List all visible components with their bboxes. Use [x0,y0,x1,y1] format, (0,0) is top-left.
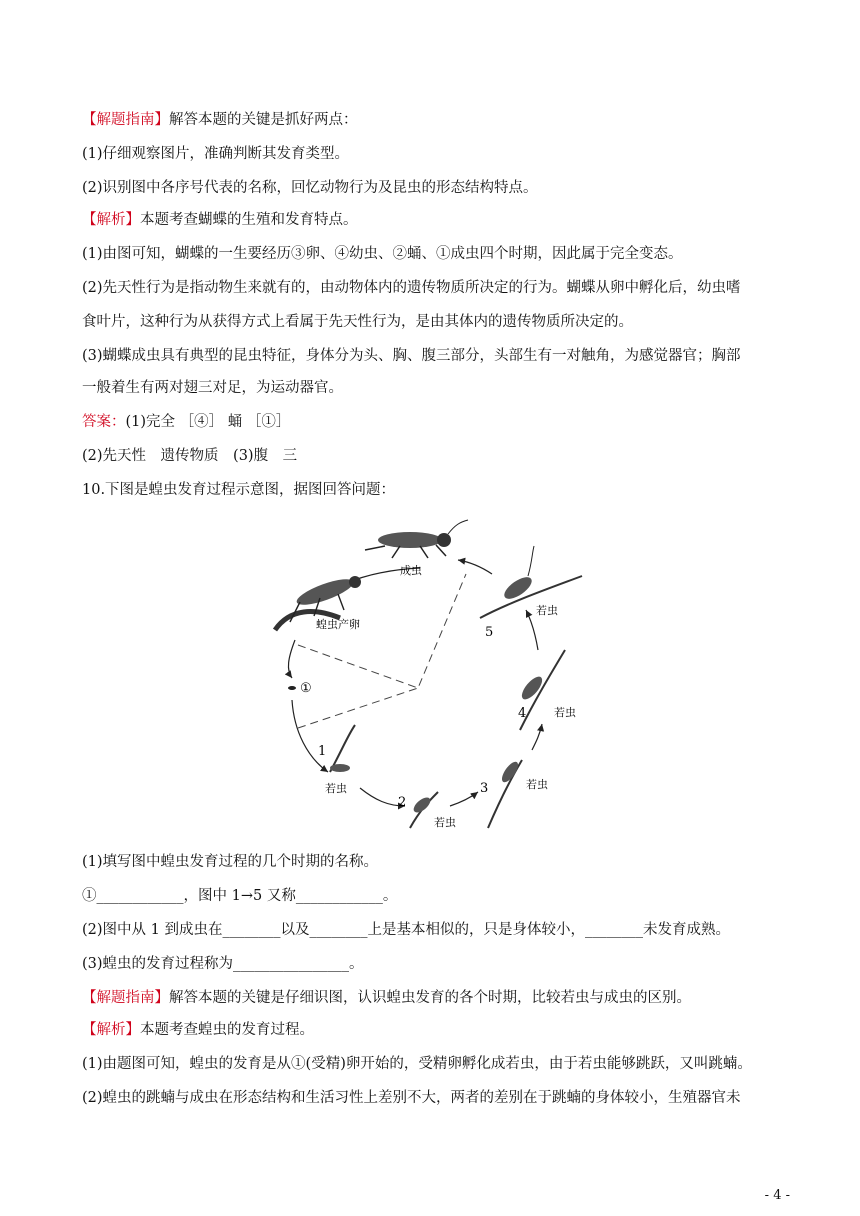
tag: 【解题指南】 [82,112,169,128]
line-text: (2)图中从 1 到成虫在________以及________上是基本相似的，只是身体较小，________未发育成熟。 [82,922,730,938]
nymph-label: 若虫 [526,778,548,791]
text-line [82,1054,790,1074]
stage-number: 4 [518,706,527,721]
text-line [82,144,790,164]
line-text: 本题考查蝴蝶的生殖和发育特点。 [140,212,358,228]
line-text: (1)由题图可知，蝗虫的发育是从①(受精)卵开始的，受精卵孵化成若虫，由于若虫能够跳跃，又叫跳蝻。 [82,1056,752,1072]
nymph-1-icon [330,725,355,772]
adult-label: 成虫 [400,564,422,577]
dashed-line [298,688,418,728]
cycle-arrow [292,700,328,772]
line-text: 解答本题的关键是仔细识图，认识蝗虫发育的各个时期，比较若虫与成虫的区别。 [169,990,691,1006]
tag: 【解析】 [82,1022,140,1038]
text-line [82,110,790,130]
page-number: - 4 - [764,1188,790,1203]
text-line [82,312,790,332]
locust-development-diagram [270,510,590,830]
text-line [82,244,790,264]
nymph-label: 若虫 [554,706,576,719]
text-line [82,480,790,500]
line-text: (1)由图可知，蝴蝶的一生要经历③卵、④幼虫、②蛹、①成虫四个时期，因此属于完全变态。 [82,246,683,262]
cycle-arrow [450,792,478,806]
text-line [82,1020,790,1040]
line-text: (3)蝴蝶成虫具有典型的昆虫特征，身体分为头、胸、腹三部分，头部生有一对触角，为感觉器官；胸部 [82,348,741,364]
egg-label: ① [300,681,312,696]
text-line [82,178,790,198]
cycle-arrow [458,560,492,574]
laying-label: 蝗虫产卵 [316,618,360,631]
line-text: (2)先天性行为是指动物生来就有的，由动物体内的遗传物质所决定的行为。蝴蝶从卵中孵化后，幼虫嗜 [82,280,741,296]
text-line [82,920,790,940]
stage-number: 2 [398,795,407,810]
text-line [82,278,790,298]
text-line [82,1088,790,1108]
nymph-label: 若虫 [536,604,558,617]
nymph-label: 若虫 [434,816,456,829]
text-line [82,412,790,432]
text-line [82,886,790,906]
text-line [82,346,790,366]
cycle-arrow [288,640,295,678]
line-text: 解答本题的关键是抓好两点： [169,112,358,128]
text-line [82,954,790,974]
text-line [82,210,790,230]
tag: 答案： [82,414,126,430]
cycle-arrow [532,724,542,750]
line-text: 食叶片，这种行为从获得方式上看属于先天性行为，是由其体内的遗传物质所决定的。 [82,314,633,330]
line-text: (2)识别图中各序号代表的名称，回忆动物行为及昆虫的形态结构特点。 [82,180,538,196]
stage-number: 5 [485,625,494,640]
text-line [82,852,790,872]
nymph-3-icon [488,759,522,828]
text-line [82,378,790,398]
line-text: 10.下图是蝗虫发育过程示意图，据图回答问题： [82,482,396,498]
stage-number: 1 [318,744,327,759]
line-text: (3)蝗虫的发育过程称为________________。 [82,956,364,972]
egg-icon [288,686,296,690]
line-text: (1)填写图中蝗虫发育过程的几个时期的名称。 [82,854,379,870]
line-text: (2)蝗虫的跳蝻与成虫在形态结构和生活习性上差别不大，两者的差别在于跳蝻的身体较小，生殖器官未 [82,1090,741,1106]
text-line [82,446,790,466]
text-line [82,988,790,1008]
nymph-label: 若虫 [325,782,347,795]
line-text: 本题考查蝗虫的发育过程。 [140,1022,314,1038]
tag: 【解析】 [82,212,140,228]
line-text: (1)完全 ［④］ 蛹 ［①］ [125,414,291,430]
line-text: ①____________，图中 1→5 又称____________。 [82,888,398,904]
stage-number: 3 [480,781,489,796]
line-text: (1)仔细观察图片，准确判断其发育类型。 [82,146,350,162]
line-text: (2)先天性 遗传物质 (3)腹 三 [82,448,298,464]
adult-grasshopper-icon [365,520,468,558]
line-text: 一般着生有两对翅三对足，为运动器官。 [82,380,343,396]
nymph-5-icon [480,546,582,618]
tag: 【解题指南】 [82,990,169,1006]
